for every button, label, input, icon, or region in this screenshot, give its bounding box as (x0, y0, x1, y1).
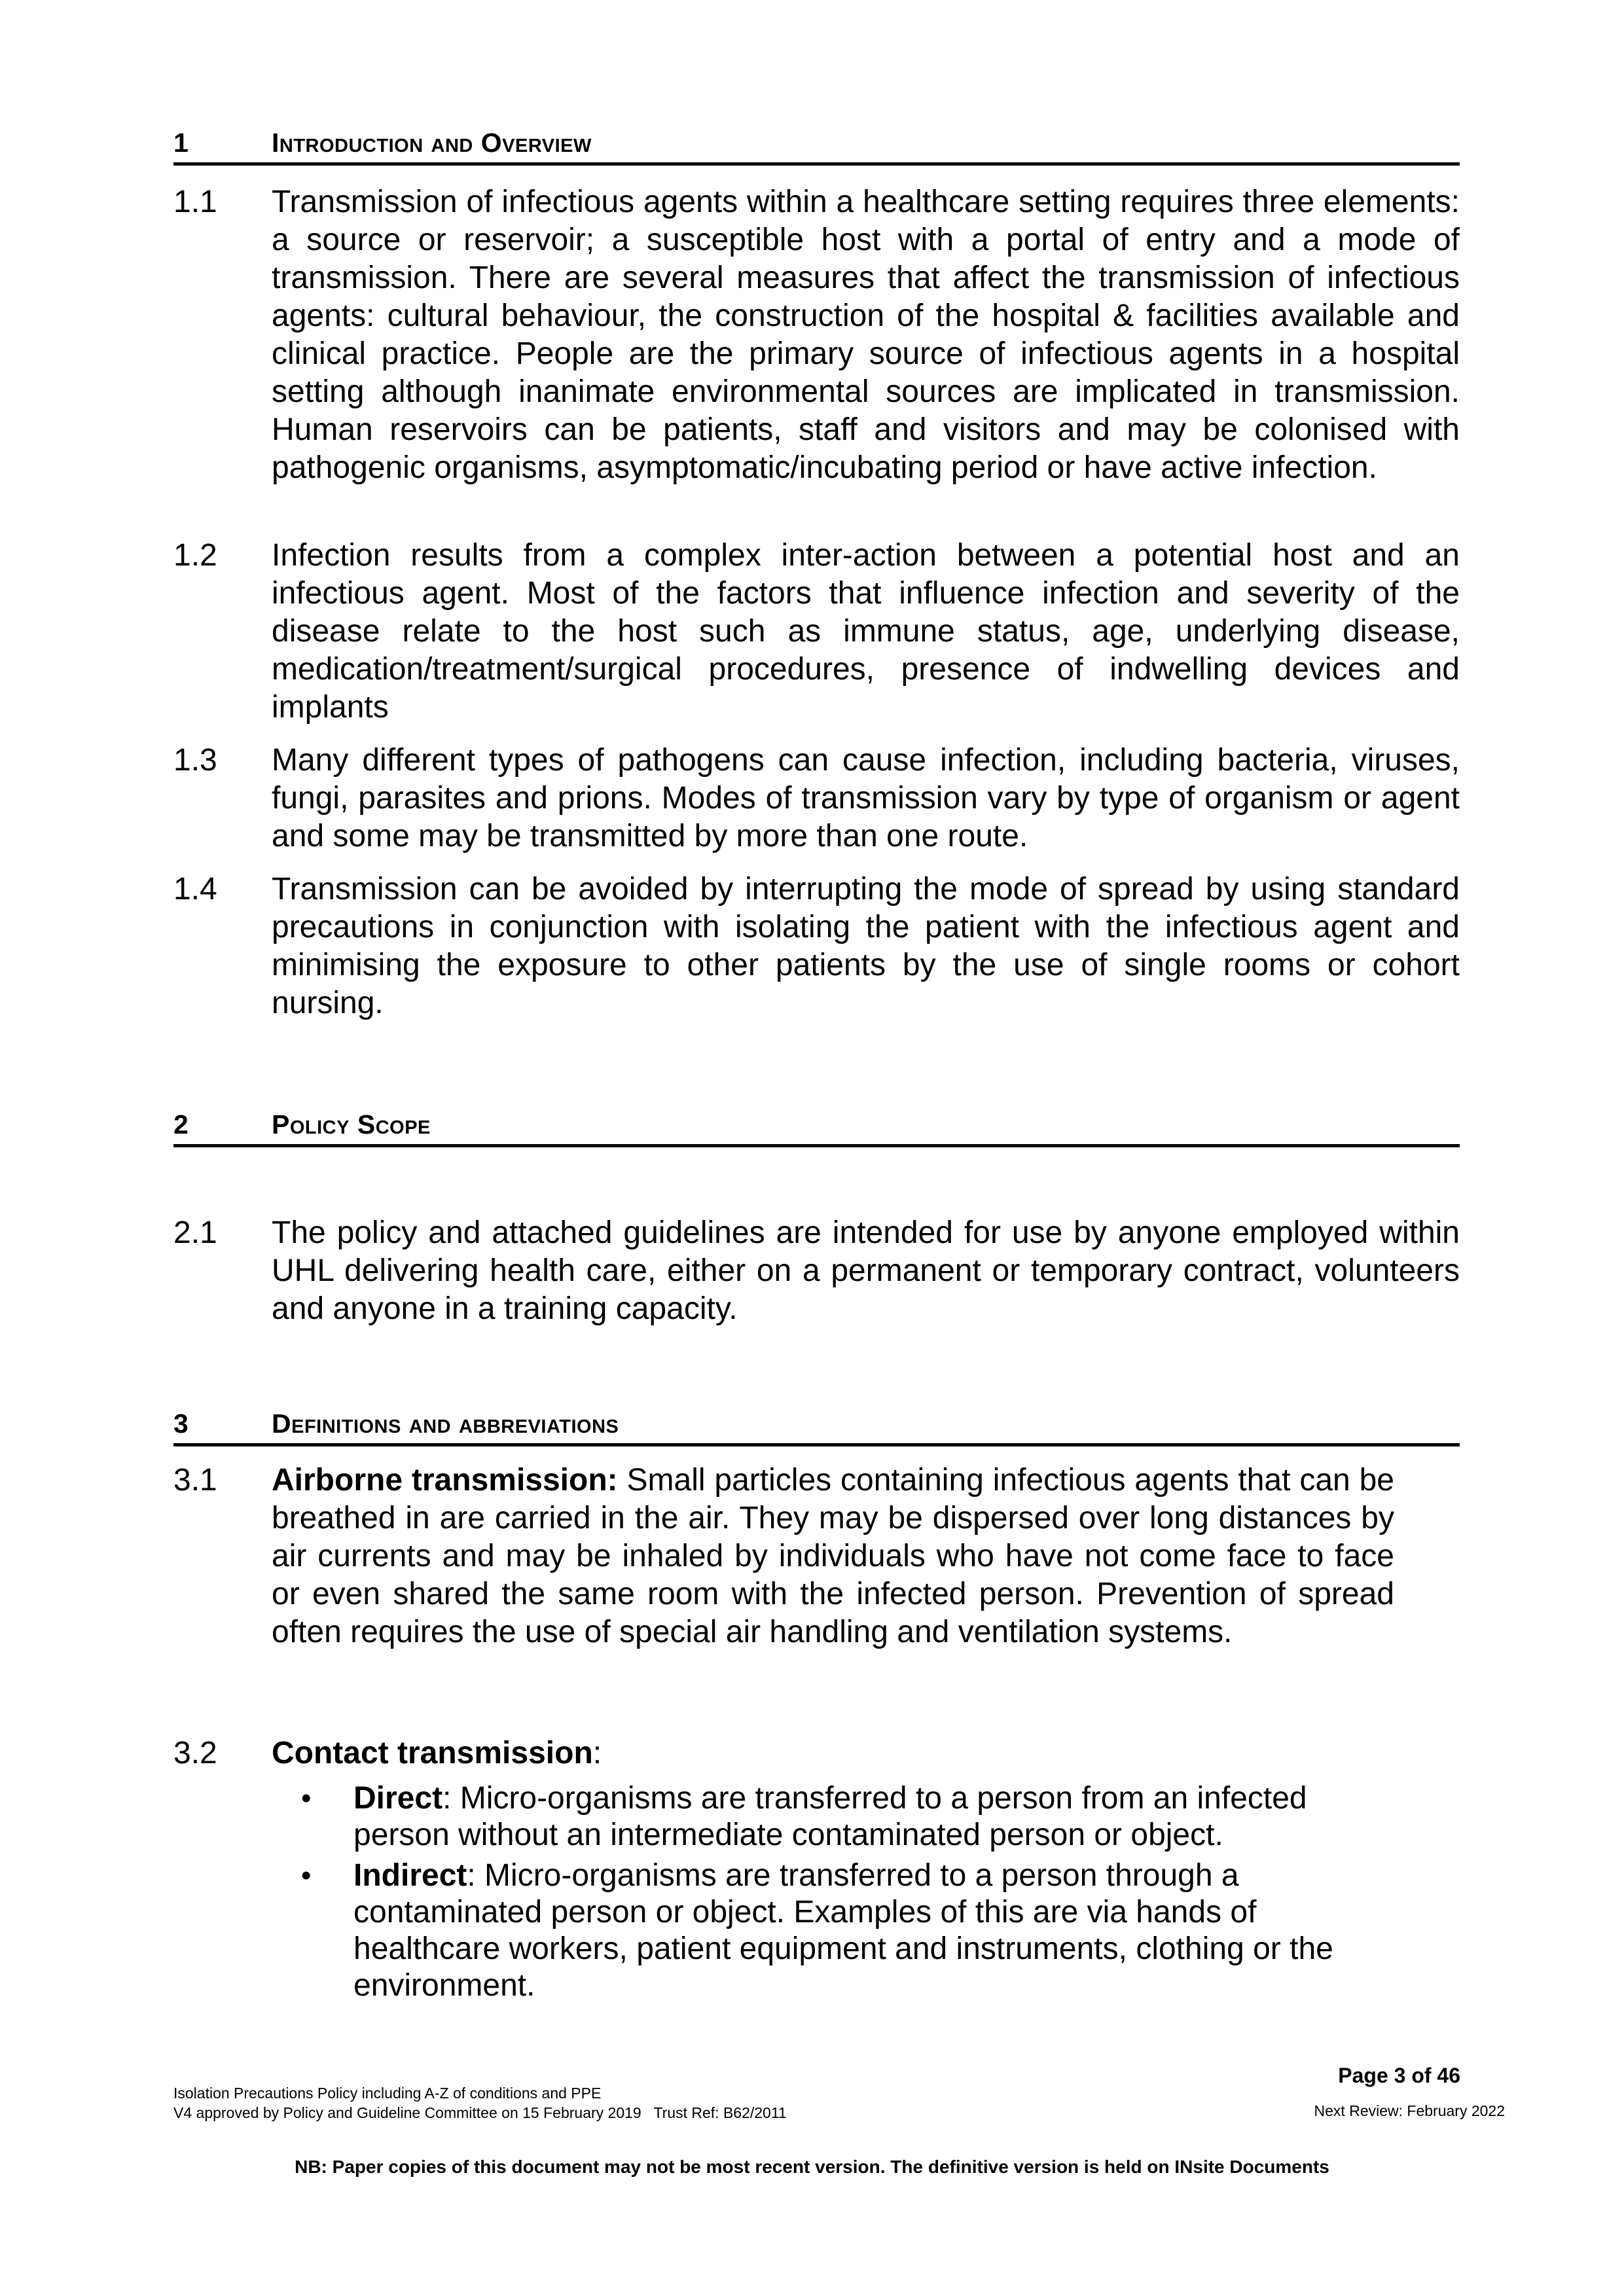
bullet-term: Direct (353, 1781, 443, 1816)
paragraph-text (272, 1734, 1394, 1772)
bullet-icon: • (301, 1859, 312, 1892)
paragraph-text: Many different types of pathogens can cause infection, including bacteria, viruses, fungi, parasites and prions. Modes of transmission vary by type of organism or agent and some may be transmitted by more than one route. (272, 743, 1460, 853)
definition-term: Airborne transmission: (272, 1463, 618, 1498)
footer-next-review: Next Review: February 2022 (1314, 2102, 1505, 2119)
footer-note: NB: Paper copies of this document may not be most recent version. The definitive version is held on INsite Documents (295, 2157, 1329, 2177)
section-title: Definitions and abbreviations (272, 1408, 619, 1439)
paragraph-text: Transmission of infectious agents within a healthcare setting requires three elements: a source or reservoir; a susceptible host with a portal of entry and a mode of transmission. There are several measures that affect the transmission of infectious agents: cultural behaviour, the construction of the hospital & facilities available and clinical practice. People are the primary source of infectious agents in a hospital setting although inanimate environmental sources are implicated in transmission. Human reservoirs can be patients, staff and visitors and may be colonised with pathogenic organisms, asymptomatic/incubating period or have active infection. (272, 185, 1460, 485)
paragraph-text: Transmission can be avoided by interrupting the mode of spread by using standard precautions in conjunction with isolating the patient with the infectious agent and minimising the exposure to other patients by the use of single rooms or cohort nursing. (272, 872, 1460, 1020)
section-title: Policy Scope (272, 1109, 431, 1139)
paragraph-text (272, 1462, 1394, 1651)
section-title: Introduction and Overview (272, 128, 592, 158)
footer-doc-title: Isolation Precautions Policy including A-Z of conditions and PPE (173, 2085, 602, 2102)
paragraph-number: 2.1 (173, 1215, 217, 1250)
section-number: 1 (173, 128, 189, 158)
list-item (301, 1857, 1394, 2004)
bullet-text: : Micro-organisms are transferred to a person from an infected person without an intermediate contaminated person or object. (353, 1781, 1307, 1852)
paragraph-text: Infection results from a complex inter-action between a potential host and an infectious agent. Most of the factors that influence infection and severity of the disease relate to the host such as immune status, age, underlying disease, medication/treatment/surgical procedures, presence of indwelling devices and implants (272, 538, 1460, 725)
paragraph-number: 3.1 (173, 1463, 217, 1498)
footer-document-info (173, 2083, 787, 2123)
definition-text: Small particles containing infectious agents that can be breathed in are carried in the air. They may be dispersed over long distances by air currents and may be inhaled by individuals who have not come face to face or even shared the same room with the infected person. Prevention of spread often requires the use of special air handling and ventilation systems. (272, 1463, 1394, 1649)
section-heading (173, 1108, 1460, 1147)
page-number: Page 3 of 46 (1338, 2064, 1460, 2087)
bullet-icon: • (301, 1782, 312, 1814)
bullet-list (301, 1780, 1394, 2008)
footer-approval: V4 approved by Policy and Guideline Committee on 15 February 2019 Trust Ref: B62/2011 (173, 2104, 787, 2121)
list-item (301, 1780, 1394, 1854)
paragraph-number: 1.3 (173, 743, 217, 778)
section-heading (173, 1407, 1460, 1446)
section-number: 3 (173, 1408, 189, 1439)
paragraph-number: 1.2 (173, 538, 217, 573)
paragraph-number: 1.1 (173, 185, 217, 219)
bullet-text: : Micro-organisms are transferred to a person through a contaminated person or object. Examples of this are via hands of healthcare workers, patient equipment and instruments, clothing or the environment. (353, 1858, 1333, 2003)
definition-term: Contact transmission (272, 1736, 593, 1770)
paragraph-text: The policy and attached guidelines are intended for use by anyone employed within UHL delivering health care, either on a permanent or temporary contract, volunteers and anyone in a training capacity. (272, 1215, 1460, 1326)
definition-suffix: : (592, 1736, 602, 1770)
section-number: 2 (173, 1109, 189, 1139)
section-heading (173, 124, 1460, 166)
paragraph-number: 3.2 (173, 1736, 217, 1770)
paragraph-number: 1.4 (173, 872, 217, 906)
bullet-term: Indirect (353, 1858, 467, 1893)
